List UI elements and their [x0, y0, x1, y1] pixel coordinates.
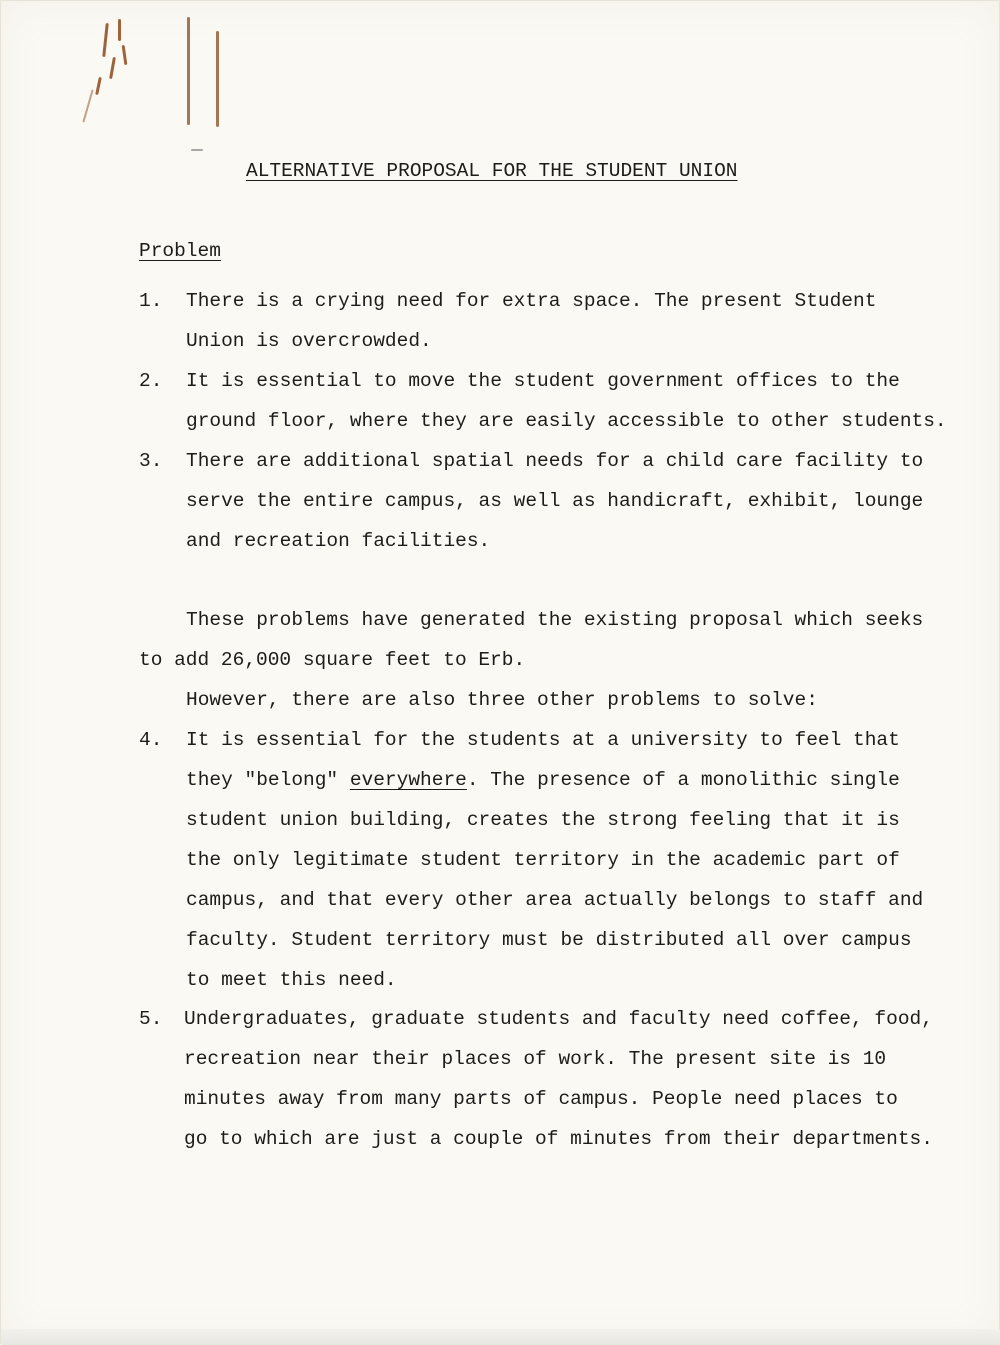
item-line: ground floor, where they are easily accessible to other students. [186, 410, 947, 432]
item-line: student union building, creates the strong feeling that it is [186, 809, 900, 831]
item-number: 3. [139, 450, 163, 472]
emphasis-word: everywhere [349, 769, 467, 791]
item-line: Undergraduates, graduate students and faculty need coffee, food, [184, 1008, 933, 1030]
item-number: 4. [139, 729, 163, 751]
item-line: and recreation facilities. [186, 530, 491, 552]
item-line: faculty. Student territory must be distributed all over campus [186, 929, 912, 951]
item-line: Union is overcrowded. [186, 330, 432, 352]
item-line: serve the entire campus, as well as handicraft, exhibit, lounge [186, 490, 924, 512]
item-line: It is essential to move the student government offices to the [186, 370, 900, 392]
item-line: There is a crying need for extra space. The present Student [186, 290, 877, 312]
paragraph-line: to add 26,000 square feet to Erb. [139, 649, 526, 671]
item-line: the only legitimate student territory in the academic part of [186, 849, 900, 871]
item-number: 1. [139, 290, 163, 312]
item-text: they "belong" [186, 769, 350, 791]
page-bottom-edge [1, 1329, 1000, 1345]
item-line: There are additional spatial needs for a child care facility to [186, 450, 924, 472]
item-line: to meet this need. [186, 969, 397, 991]
item-text: . The presence of a monolithic single [466, 769, 900, 791]
item-number: 2. [139, 370, 163, 392]
item-line: It is essential for the students at a university to feel that [186, 729, 900, 751]
item-line: recreation near their places of work. The present site is 10 [184, 1048, 887, 1070]
item-line-with-emphasis [186, 768, 900, 792]
item-number: 5. [139, 1008, 163, 1030]
section-heading: Problem [139, 240, 221, 262]
paragraph-line: However, there are also three other problems to solve: [186, 689, 818, 711]
paragraph-line: These problems have generated the existing proposal which seeks [186, 609, 924, 631]
item-line: minutes away from many parts of campus. People need places to [184, 1088, 898, 1110]
item-line: campus, and that every other area actually belongs to staff and [186, 889, 924, 911]
item-line: go to which are just a couple of minutes from their departments. [184, 1128, 933, 1150]
document-title: ALTERNATIVE PROPOSAL FOR THE STUDENT UNION [246, 160, 738, 182]
